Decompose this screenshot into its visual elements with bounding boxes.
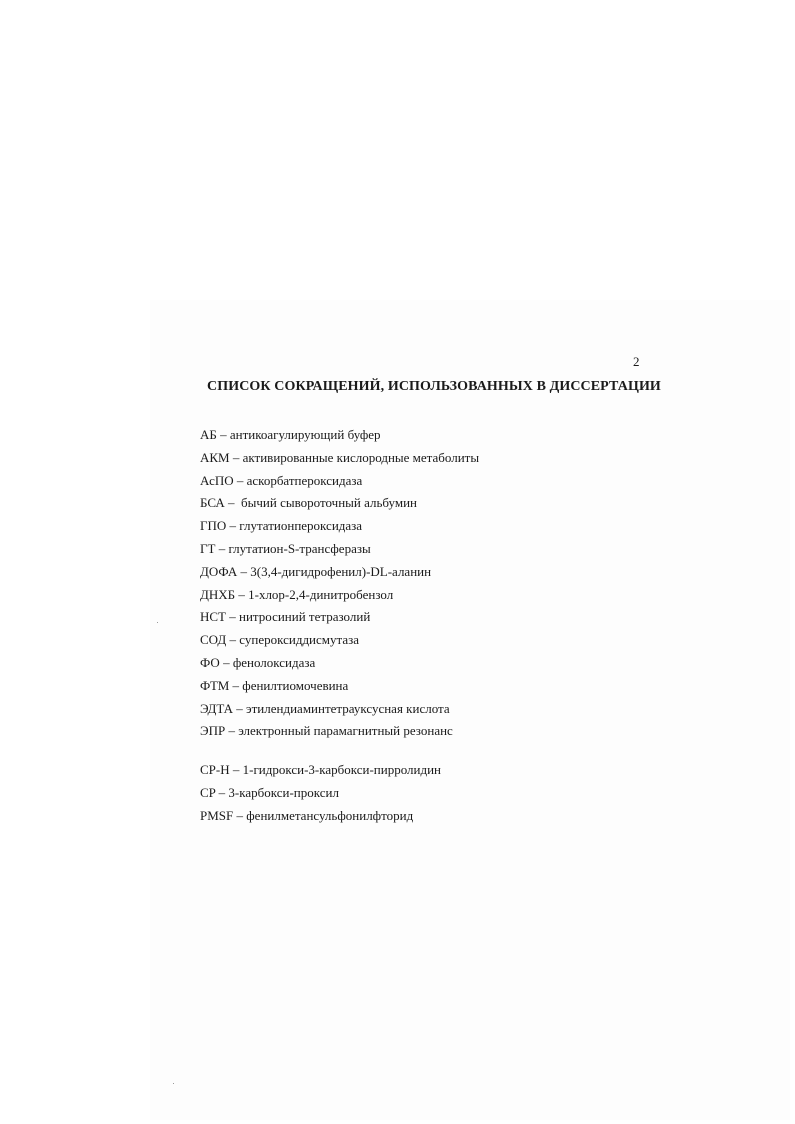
page-title: СПИСОК СОКРАЩЕНИЙ, ИСПОЛЬЗОВАННЫХ В ДИССЕРТАЦИИ — [207, 379, 661, 394]
separator: – — [233, 700, 247, 716]
definition: бычий сывороточный альбумин — [241, 495, 417, 511]
definition: 1-хлор-2,4-динитробензол — [248, 586, 394, 602]
separator: – — [229, 449, 243, 465]
abbreviation-list — [200, 427, 479, 746]
list-item — [200, 495, 479, 518]
list-item — [200, 609, 479, 632]
abbreviation: АсПО — [200, 472, 234, 488]
list-item — [200, 701, 479, 724]
definition: антикоагулирующий буфер — [229, 427, 381, 442]
list-item — [200, 723, 479, 746]
definition: глутатионпероксидаза — [239, 518, 363, 534]
list-item — [200, 541, 479, 564]
definition: электронный парамагнитный резонанс — [238, 723, 453, 739]
separator: – — [226, 632, 240, 648]
separator: – — [229, 677, 243, 693]
page-number: 2 — [633, 354, 640, 369]
separator: – — [224, 495, 242, 511]
separator: – — [229, 762, 243, 777]
abbreviation: ДОФА — [200, 563, 238, 579]
list-item — [200, 564, 479, 587]
abbreviation: АКМ — [200, 449, 230, 465]
list-item — [200, 587, 479, 610]
list-item — [200, 762, 441, 785]
list-item — [200, 427, 479, 450]
definition: супероксиддисмутаза — [239, 632, 360, 648]
definition: глутатион-S-трансферазы — [228, 540, 371, 556]
definition: 1-гидрокси-3-карбокси-пирролидин — [242, 762, 442, 777]
abbreviation-list-secondary — [200, 762, 441, 830]
abbreviation: БСА — [200, 495, 225, 511]
separator: – — [237, 563, 251, 579]
list-item — [200, 518, 479, 541]
definition: фенилтиомочевина — [242, 677, 349, 693]
abbreviation: НСТ — [200, 609, 226, 625]
abbreviation: ФТМ — [200, 677, 230, 693]
definition: 3-карбокси-проксил — [228, 784, 339, 800]
definition: активированные кислородные метаболиты — [242, 449, 480, 465]
list-item — [200, 450, 479, 473]
abbreviation: CP — [200, 784, 216, 800]
definition: 3(3,4-дигидрофенил)-DL-аланин — [250, 563, 432, 579]
separator: – — [215, 784, 229, 800]
abbreviation: PMSF — [200, 807, 234, 823]
abbreviation: СОД — [200, 632, 227, 648]
scan-speck — [157, 622, 158, 623]
abbreviation: ГТ — [200, 540, 216, 556]
abbreviation: АБ — [200, 427, 217, 442]
separator: – — [225, 723, 239, 739]
list-item — [200, 808, 441, 831]
abbreviation: ДНХБ — [200, 586, 236, 602]
separator: – — [233, 472, 247, 488]
definition: фенилметансульфонилфторид — [246, 807, 414, 823]
list-item — [200, 678, 479, 701]
definition: аскорбатпероксидаза — [246, 472, 363, 488]
definition: фенолоксидаза — [232, 654, 316, 670]
separator: – — [219, 654, 233, 670]
list-item — [200, 473, 479, 496]
separator: – — [226, 518, 240, 534]
definition: этилендиаминтетрауксусная кислота — [246, 700, 450, 716]
separator: – — [233, 807, 247, 823]
abbreviation: CP-H — [200, 762, 230, 777]
definition: нитросиний тетразолий — [239, 609, 371, 625]
list-item — [200, 785, 441, 808]
separator: – — [226, 609, 239, 625]
abbreviation: ГПО — [200, 518, 227, 534]
list-item — [200, 655, 479, 678]
abbreviation: ЭДТА — [200, 700, 234, 716]
separator: – — [216, 427, 230, 442]
separator: – — [215, 540, 229, 556]
abbreviation: ФО — [200, 654, 220, 670]
separator: – — [235, 586, 249, 602]
abbreviation: ЭПР — [200, 723, 226, 739]
list-item — [200, 632, 479, 655]
scan-speck — [173, 1083, 174, 1084]
